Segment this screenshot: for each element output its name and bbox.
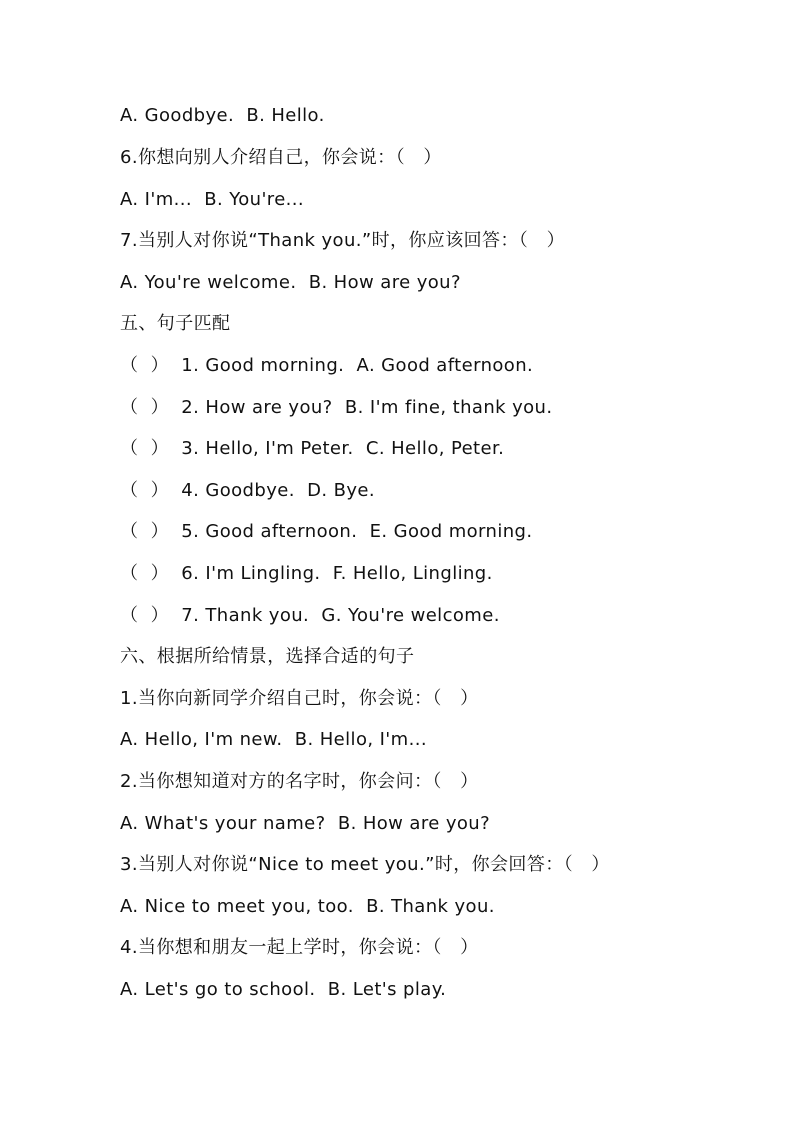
situation-question-1: 1.当你向新同学介绍自己时，你会说：（ ） [120, 688, 479, 709]
question-7: 7.当别人对你说“Thank you.”时，你应该回答：（ ） [120, 230, 565, 251]
matching-item-2: （ ） 2. How are you? B. I'm fine, thank you. [120, 397, 553, 418]
matching-item-5: （ ） 5. Good afternoon. E. Good morning. [120, 521, 533, 542]
situation-question-2: 2.当你想知道对方的名字时，你会问：（ ） [120, 771, 479, 792]
question-6: 6.你想向别人介绍自己，你会说：（ ） [120, 147, 442, 168]
answer-options-q7: A. You're welcome. B. How are you? [120, 272, 461, 293]
situation-question-3: 3.当别人对你说“Nice to meet you.”时，你会回答：（ ） [120, 854, 610, 875]
matching-item-3: （ ） 3. Hello, I'm Peter. C. Hello, Peter. [120, 438, 505, 459]
situation-options-3: A. Nice to meet you, too. B. Thank you. [120, 896, 495, 917]
matching-item-1: （ ） 1. Good morning. A. Good afternoon. [120, 355, 534, 376]
matching-item-4: （ ） 4. Goodbye. D. Bye. [120, 480, 375, 501]
section-heading-situational-choice: 六、根据所给情景，选择合适的句子 [120, 646, 415, 667]
matching-item-6: （ ） 6. I'm Lingling. F. Hello, Lingling. [120, 563, 493, 584]
situation-options-4: A. Let's go to school. B. Let's play. [120, 979, 447, 1000]
answer-options-q5: A. Goodbye. B. Hello. [120, 105, 325, 126]
situation-question-4: 4.当你想和朋友一起上学时，你会说：（ ） [120, 937, 479, 958]
answer-options-q6: A. I'm... B. You're... [120, 189, 305, 210]
situation-options-2: A. What's your name? B. How are you? [120, 813, 491, 834]
situation-options-1: A. Hello, I'm new. B. Hello, I'm... [120, 729, 427, 750]
section-heading-sentence-matching: 五、句子匹配 [120, 313, 231, 334]
matching-item-7: （ ） 7. Thank you. G. You're welcome. [120, 605, 500, 626]
